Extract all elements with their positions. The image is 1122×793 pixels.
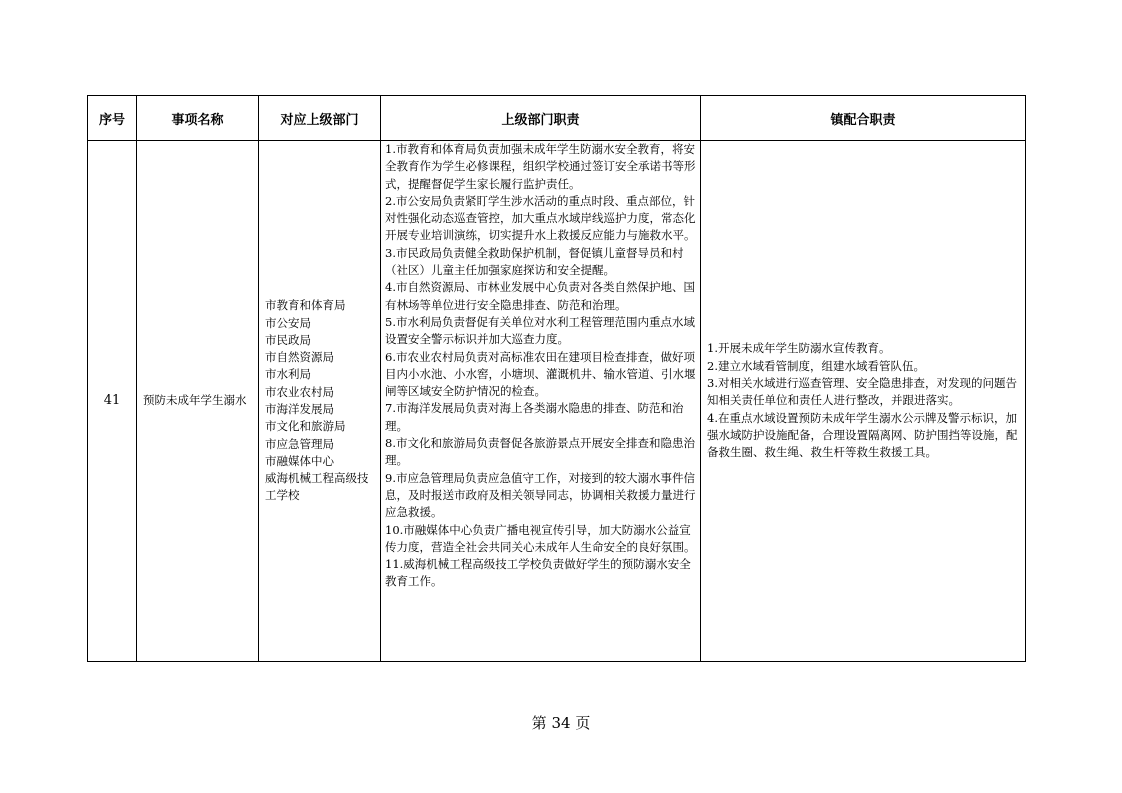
superior-duty-item: 3.市民政局负责健全救助保护机制，督促镇儿童督导员和村（社区）儿童主任加强家庭探访和安全提醒。: [385, 245, 684, 278]
cell-departments: [259, 141, 381, 662]
page-number-value: 34: [551, 714, 571, 732]
header-number: 序号: [88, 96, 137, 141]
cell-number: 41: [88, 141, 137, 662]
department-item: 市融媒体中心: [265, 453, 334, 468]
superior-duty-item: 1.市教育和体育局负责加强未成年学生防溺水安全教育，将安全教育作为学生必修课程，组织学校通过签订安全承诺书等形式，提醒督促学生家长履行监护责任。: [385, 142, 696, 191]
page-suffix: 页: [575, 714, 591, 732]
duty-table: [87, 95, 1026, 662]
cell-superior-duties: [381, 141, 701, 662]
superior-duty-item: 4.市自然资源局、市林业发展中心负责对各类自然保护地、国有林场等单位进行安全隐患排查、防范和治理。: [385, 280, 695, 312]
superior-duty-item: 9.市应急管理局负责应急值守工作，对接到的较大溺水事件信息，及时报送市政府及相关领导同志，协调相关救援力量进行应急救援。: [385, 470, 696, 520]
department-item: 市农业农村局: [265, 384, 334, 399]
superior-duty-item: 11.威海机械工程高级技工学校负责做好学生的预防溺水安全教育工作。: [385, 557, 691, 589]
department-item: 市文化和旅游局: [265, 419, 346, 434]
superior-duty-item: 5.市水利局负责督促有关单位对水利工程管理范围内重点水域设置安全警示标识并加大巡查力度。: [385, 314, 695, 347]
superior-duty-item: 10.市融媒体中心负责广播电视宣传引导，加大防溺水公益宣传力度，营造全社会共同关心未成年人生命安全的良好氛围。: [385, 522, 696, 554]
header-town-duties: 镇配合职责: [701, 96, 1026, 141]
table-header-row: [88, 96, 1026, 141]
cell-item-name: 预防未成年学生溺水: [137, 141, 259, 662]
town-duty-item: 2.建立水域看管制度，组建水域看管队伍。: [707, 358, 925, 373]
page-prefix: 第: [531, 714, 547, 732]
superior-duty-item: 2.市公安局负责紧盯学生涉水活动的重点时段、重点部位，针对性强化动态巡查管控，加大重点水域岸线巡护力度，常态化开展专业培训演练，切实提升水上救援反应能力与施救水平。: [385, 193, 696, 243]
superior-duty-item: 6.市农业农村局负责对高标准农田在建项目检查排查，做好项目内小水池、小水窖，小塘坝、灌溉机井、输水管道、引水堰闸等区域安全防护情况的检查。: [385, 349, 696, 399]
department-item: 市民政局: [265, 332, 311, 347]
department-item: 市应急管理局: [265, 436, 334, 451]
table-row: [88, 141, 1026, 662]
department-item: 市教育和体育局: [265, 298, 346, 313]
department-item: 市公安局: [265, 315, 311, 330]
header-item-name: 事项名称: [137, 96, 259, 141]
header-superior-duties: 上级部门职责: [381, 96, 701, 141]
header-department: 对应上级部门: [259, 96, 381, 141]
department-item: 市海洋发展局: [265, 402, 334, 416]
department-item: 市自然资源局: [265, 350, 334, 365]
department-item: 市水利局: [265, 367, 311, 382]
cell-town-duties: [701, 141, 1026, 662]
town-duty-item: 3.对相关水域进行巡查管理、安全隐患排查，对发现的问题告知相关责任单位和责任人进行整改，并跟进落实。: [707, 376, 1017, 408]
department-item: 威海机械工程高级技工学校: [265, 471, 369, 503]
town-duty-item: 4.在重点水域设置预防未成年学生溺水公示牌及警示标识，加强水域防护设施配备，合理设置隔离网、防护围挡等设施，配备救生圈、救生绳、救生杆等救生救援工具。: [707, 410, 1018, 460]
superior-duty-item: 8.市文化和旅游局负责督促各旅游景点开展安全排查和隐患治理。: [385, 436, 695, 468]
page-number: [0, 712, 1122, 733]
superior-duty-item: 7.市海洋发展局负责对海上各类溺水隐患的排查、防范和治理。: [385, 401, 684, 433]
town-duty-item: 1.开展未成年学生防溺水宣传教育。: [707, 341, 891, 356]
